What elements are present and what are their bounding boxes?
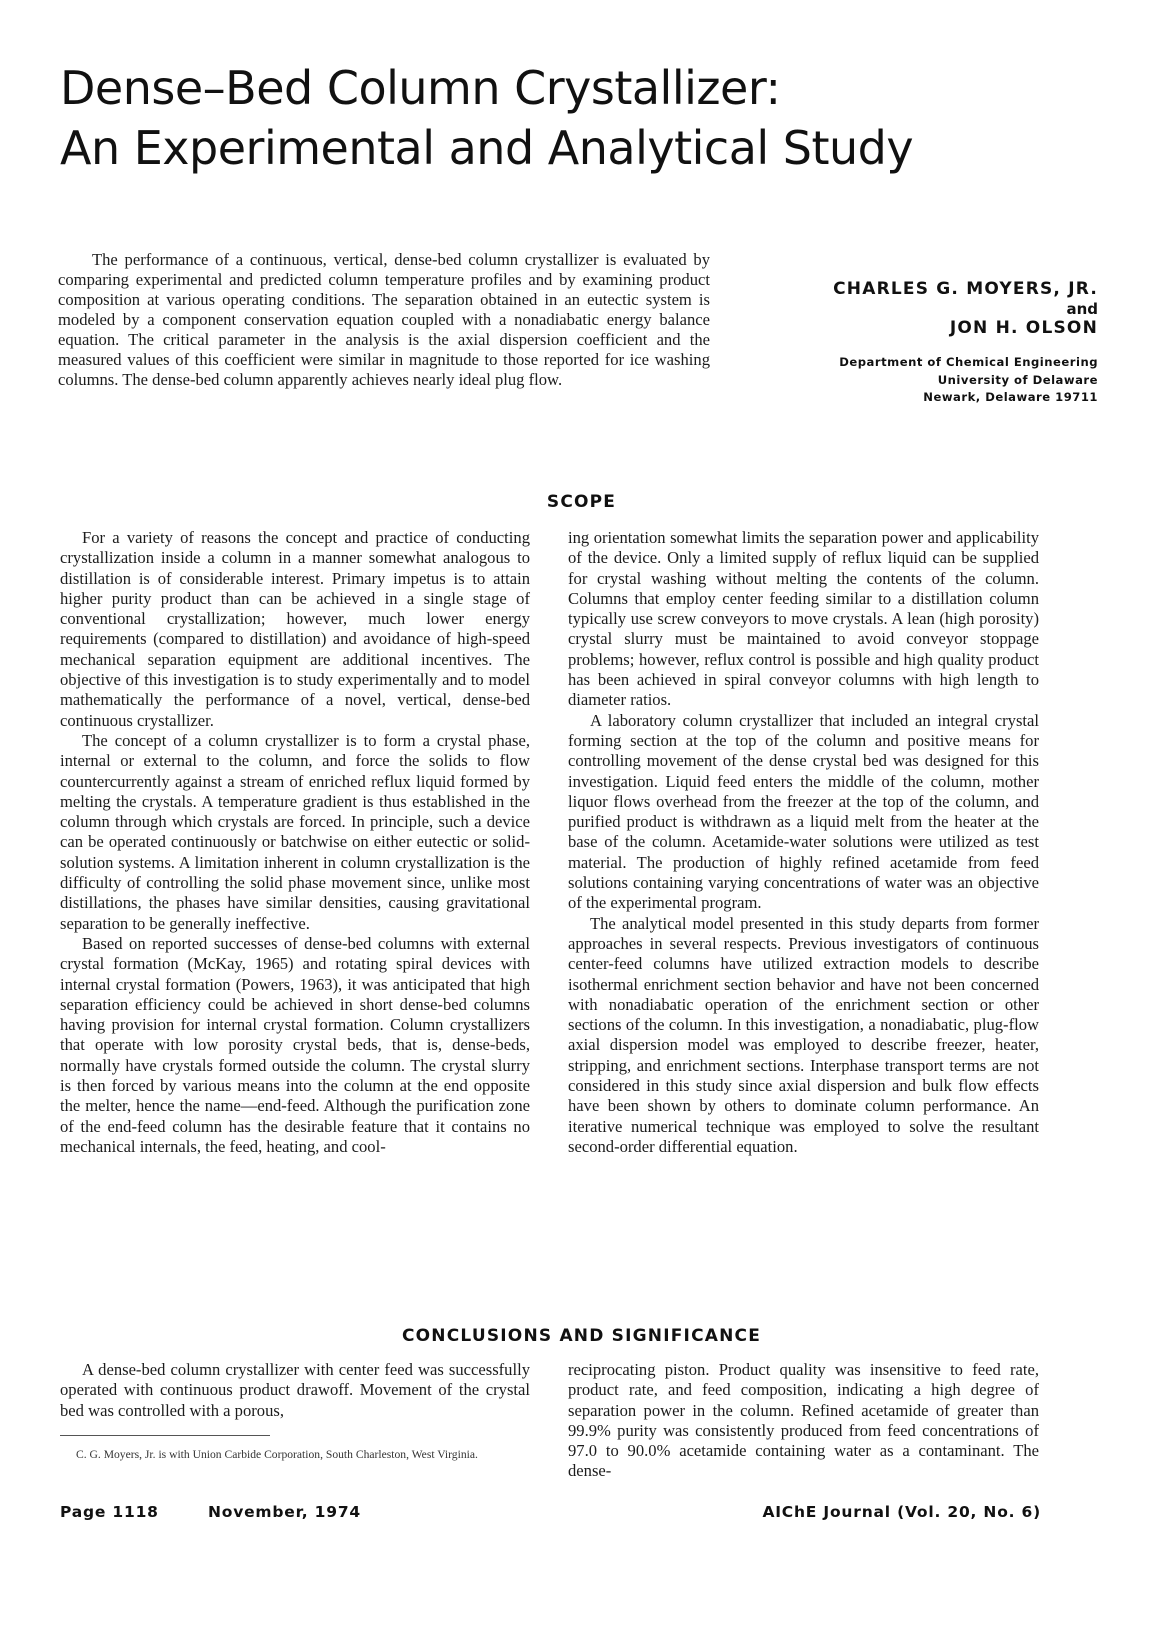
conclusions-paragraph: reciprocating piston. Product quality was insensitive to feed rate, product rate, and feed composition, indicating a high degree of separation power in the column. Refined acetamide of greater than 99.9% purity was consistently produced from feed concentrations of 97.0 to 90.0% acetamide containing water as a contaminant. The dense-: [568, 1360, 1039, 1481]
scope-paragraph: The concept of a column crystallizer is to form a crystal phase, internal or external to the column, and force the solids to flow countercurrently against a stream of enriched reflux liquid formed by melting the crystals. A temperature gradient is thus established in the column through which crystals are forced. In principle, such a device can be operated continuously or batchwise on either eutectic or solid-solution systems. A limitation inherent in column crystallization is the difficulty of controlling the solid phase movement since, unlike most distillations, the phases have similar densities, causing gravitational separation to be generally ineffective.: [60, 730, 530, 933]
conclusions-right-column: [568, 1360, 1039, 1482]
paper-title: [60, 58, 1120, 178]
footnote: C. G. Moyers, Jr. is with Union Carbide Corporation, South Charleston, West Virginia.: [76, 1448, 478, 1461]
footer-journal: AIChE Journal (Vol. 20, No. 6): [762, 1503, 1041, 1521]
author-1: CHARLES G. MOYERS, JR.: [833, 279, 1098, 299]
author-2: JON H. OLSON: [949, 318, 1098, 338]
scope-right-column: [568, 528, 1039, 1157]
footer-date: November, 1974: [208, 1503, 361, 1521]
footnote-divider: [60, 1435, 270, 1436]
conclusions-left-column: [60, 1360, 530, 1421]
affiliation-department: Department of Chemical Engineering: [839, 355, 1098, 369]
scope-paragraph: For a variety of reasons the concept and practice of conducting crystallization inside a column in a manner somewhat analogous to distillation is of considerable interest. Primary impetus is to attain higher purity product than can be achieved in a single stage of conventional crystallization; however, much lower energy requirements (compared to distillation) and avoidance of high-speed mechanical separation equipment are additional incentives. The objective of this investigation is to study experimentally and to model mathematically the performance of a novel, vertical, dense-bed continuous crystallizer.: [60, 528, 530, 730]
conclusions-paragraph: A dense-bed column crystallizer with center feed was successfully operated with continuous product drawoff. Movement of the crystal bed was controlled with a porous,: [60, 1360, 530, 1420]
title-line-2: An Experimental and Analytical Study: [60, 121, 914, 175]
author-block: [760, 278, 1098, 407]
scope-paragraph: A laboratory column crystallizer that included an integral crystal forming section at the top of the column and positive means for controlling movement of the dense crystal bed was designed for this investigation. Liquid feed enters the middle of the column, mother liquor flows overhead from the freezer at the top of the column, and purified product is withdrawn as a liquid melt from the heater at the base of the column. Acetamide-water solutions were utilized as test material. The production of highly refined acetamide from feed solutions containing varying concentrations of water was an objective of the experimental program.: [568, 710, 1039, 913]
footer-page-number: Page 1118: [60, 1503, 159, 1521]
scope-paragraph: The analytical model presented in this study departs from former approaches in several respects. Previous investigators of continuous center-feed columns have utilized extraction models to describe isothermal enrichment section behavior and have not been concerned with nonadiabatic operation of the enrichment section or other sections of the column. In this investigation, a nonadiabatic, plug-flow axial dispersion model was employed to describe freezer, heater, stripping, and enrichment sections. Interphase transport terms are not considered in this study since axial dispersion and bulk flow effects have been shown by others to dominate column performance. An iterative numerical technique was employed to solve the resultant second-order differential equation.: [568, 913, 1039, 1156]
scope-paragraph: Based on reported successes of dense-bed columns with external crystal formation (McKay, 1965) and rotating spiral devices with internal crystal formation (Powers, 1963), it was anticipated that high separation efficiency could be achieved in short dense-bed columns having provision for internal crystal formation. Column crystallizers that operate with low porosity crystal beds, that is, dense-beds, normally have crystals formed outside the column. The crystal slurry is then forced by various means into the column at the end opposite the melter, hence the name—end-feed. Although the purification zone of the end-feed column has the desirable feature that it contains no mechanical internals, the feed, heating, and cool-: [60, 933, 530, 1156]
conclusions-heading: CONCLUSIONS AND SIGNIFICANCE: [401, 1326, 762, 1346]
title-line-1: Dense–Bed Column Crystallizer:: [60, 61, 781, 115]
scope-left-column: [60, 528, 530, 1157]
scope-heading: SCOPE: [546, 492, 617, 512]
abstract: The performance of a continuous, vertical, dense-bed column crystallizer is evaluated by comparing experimental and predicted column temperature profiles and by examining product composition at various operating conditions. The separation obtained in an eutectic system is modeled by a component conservation equation coupled with a nonadiabatic energy balance equation. The critical parameter in the analysis is the axial dispersion coefficient and the measured values of this coefficient were similar in magnitude to those reported for ice washing columns. The dense-bed column apparently achieves nearly ideal plug flow.: [58, 250, 710, 389]
affiliation-location: Newark, Delaware 19711: [923, 390, 1098, 404]
affiliation-university: University of Delaware: [937, 372, 1098, 387]
scope-paragraph: ing orientation somewhat limits the separation power and applicability of the device. Only a limited supply of reflux liquid can be supplied for crystal washing without melting the contents of the column. Columns that employ center feeding similar to a distillation column typically use screw conveyors to move crystals. A lean (high porosity) crystal slurry must be maintained to avoid conveyor stoppage problems; however, reflux control is possible and high quality product has been achieved in spiral conveyor columns with high length to diameter ratios.: [568, 528, 1039, 710]
author-conjunction: and: [1066, 300, 1098, 318]
affiliation: [760, 354, 1098, 407]
